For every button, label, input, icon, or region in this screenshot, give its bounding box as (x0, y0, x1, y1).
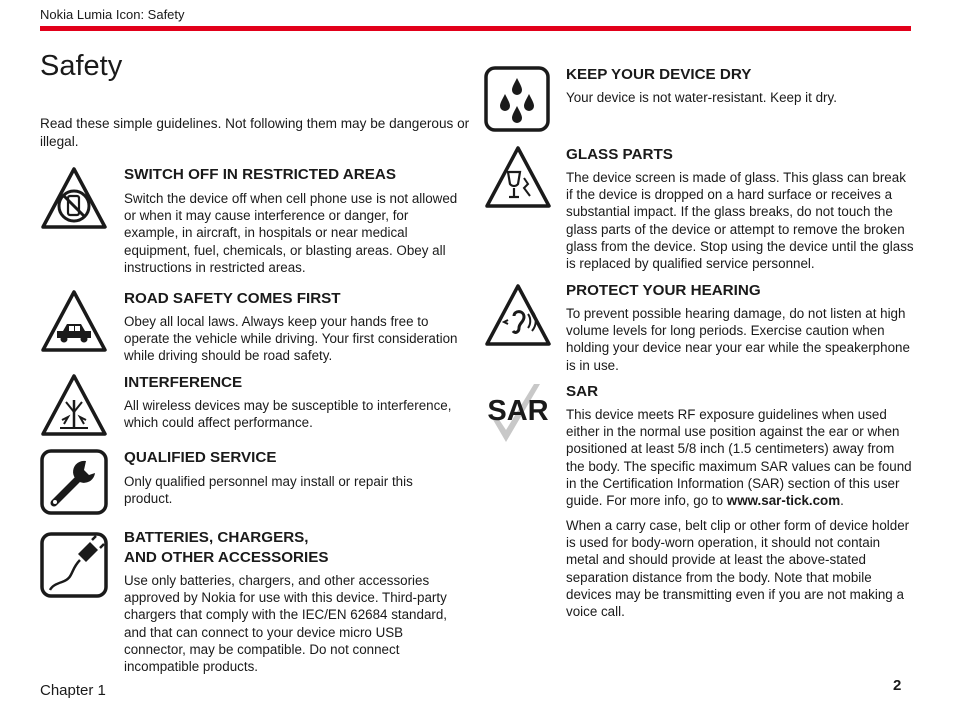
section-body-qualified-service: Only qualified personnel may install or repair this product. (124, 474, 413, 507)
footer-chapter: Chapter 1 (40, 682, 106, 699)
intro-text: Read these simple guidelines. Not following them may be dangerous or illegal. (40, 116, 470, 149)
section-heading-protect-hearing: PROTECT YOUR HEARING (566, 282, 761, 299)
charger-plug-icon (40, 532, 108, 598)
section-heading-restricted-areas: SWITCH OFF IN RESTRICTED AREAS (124, 166, 396, 183)
sar-tick-icon (482, 380, 554, 448)
running-title: Nokia Lumia Icon: Safety (40, 7, 185, 22)
antenna-warning-icon (40, 372, 108, 440)
section-body-restricted-areas: Switch the device off when cell phone use is not allowed or when it may cause interference or danger, for example, in aircraft, in hospitals or near medical equipment, fuel, chemicals, or blasting areas. Obey all instructions in restricted areas. (124, 191, 458, 275)
section-body-interference: All wireless devices may be susceptible to interference, which could affect performance. (124, 398, 452, 431)
broken-glass-icon (484, 144, 552, 212)
section-body-keep-dry: Your device is not water-resistant. Keep it dry. (566, 90, 837, 105)
section-heading-glass-parts: GLASS PARTS (566, 146, 673, 163)
sar-icon-label: SAR (487, 395, 549, 427)
section-heading-batteries-line2: AND OTHER ACCESSORIES (124, 549, 329, 566)
no-phone-icon (40, 165, 108, 233)
page-title: Safety (40, 50, 123, 82)
header-rule (40, 26, 911, 31)
car-warning-icon (40, 288, 108, 356)
section-heading-batteries-line1: BATTERIES, CHARGERS, (124, 529, 309, 546)
ear-warning-icon (484, 282, 552, 350)
section-heading-road-safety: ROAD SAFETY COMES FIRST (124, 290, 341, 307)
section-heading-interference: INTERFERENCE (124, 374, 243, 391)
wrench-icon (40, 449, 108, 515)
water-drops-icon (484, 66, 550, 132)
sar-tick-link[interactable]: www.sar-tick.com (726, 493, 841, 509)
section-body-glass-parts: The device screen is made of glass. This glass can break if the device is dropped on a hard surface or receives a substantial impact. If the glass breaks, do not touch the glass parts of the device or attempt to remove the broken glass from the device. Stop using the device until the glass is replaced by qualified service personnel. (566, 170, 914, 272)
section-body-batteries: Use only batteries, chargers, and other accessories approved by Nokia for use with this device. Third-party chargers that comply with the IEC/EN 62684 standard, and that can connect to your device micro USB connector, may be compatible. Do not connect incompatible products. (124, 573, 448, 675)
section-heading-keep-dry: KEEP YOUR DEVICE DRY (566, 66, 752, 83)
section-body-road-safety: Obey all local laws. Always keep your hands free to operate the vehicle while driving. Your first consideration while driving should be road safety. (124, 314, 458, 364)
section-heading-qualified-service: QUALIFIED SERVICE (124, 449, 277, 466)
sar-body-period: . (840, 493, 844, 509)
page-number: 2 (893, 677, 902, 694)
sar-body-text: This device meets RF exposure guidelines when used either in the normal use position against the ear or when positioned at least 5/8 inch (1.5 centimeters) away from the body. The specific maximum SAR values can be found in the Certification Information (SAR) section of this user guide. For more info, go to (566, 407, 912, 509)
section-body-sar (566, 406, 916, 509)
section-body-sar-2: When a carry case, belt clip or other form of device holder is used for body-worn operation, it should not contain metal and should provide at least the above-stated separation distance from the body. Note that mobile devices may be transmitting even if you are not making a voice call. (566, 518, 910, 620)
section-heading-sar: SAR (566, 383, 599, 400)
section-body-protect-hearing: To prevent possible hearing damage, do not listen at high volume levels for long periods. Exercise caution when holding your device near your ear while the speakerphone is in use. (566, 306, 910, 373)
